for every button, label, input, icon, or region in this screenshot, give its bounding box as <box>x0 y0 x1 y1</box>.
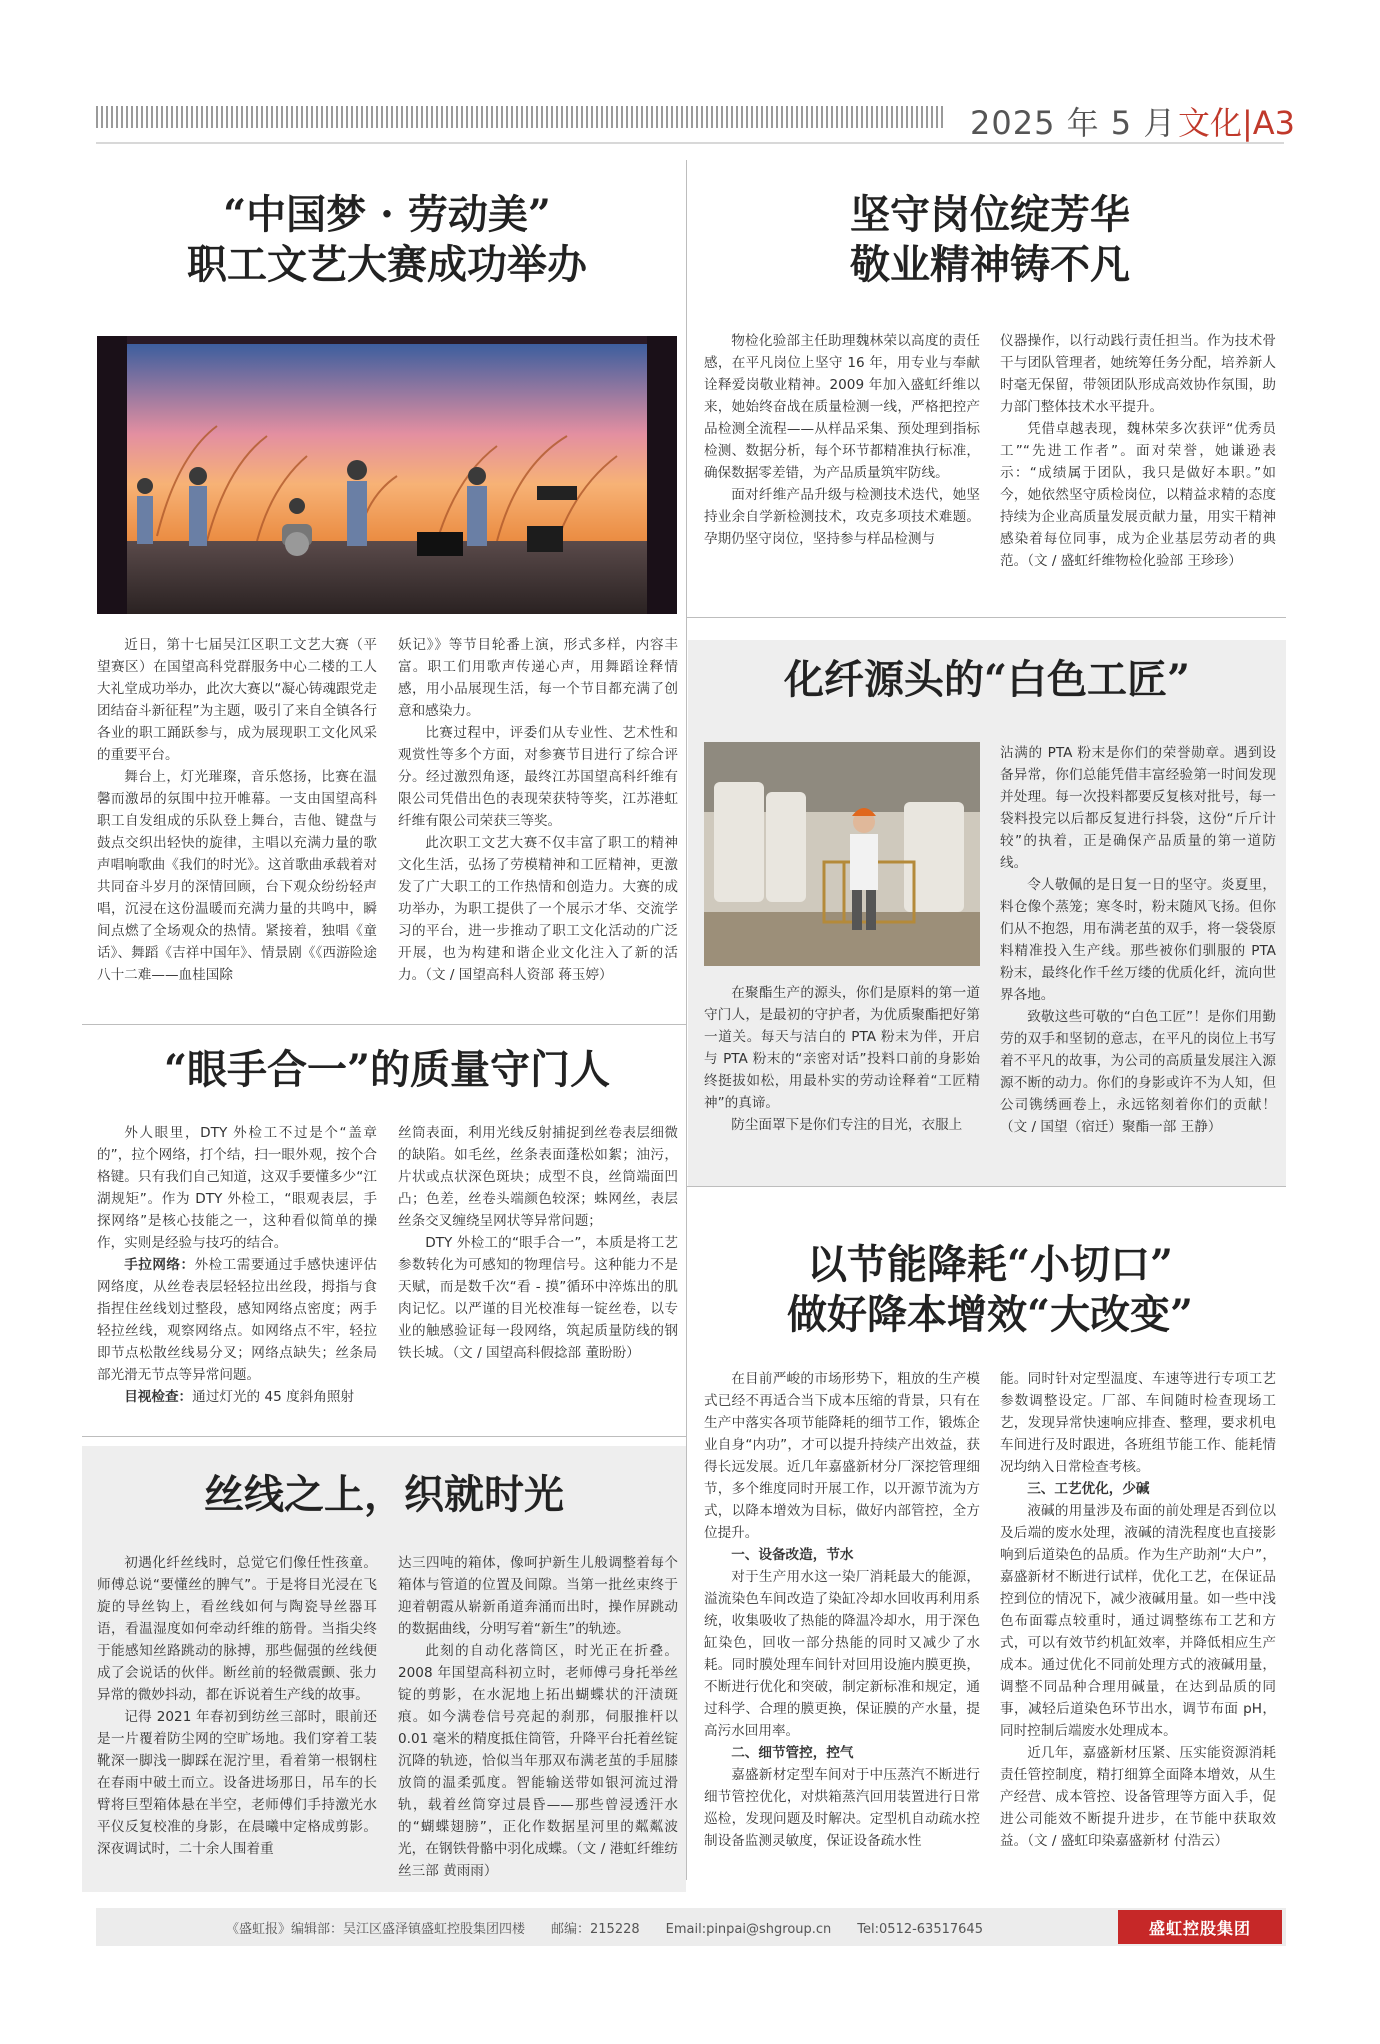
subheading-hand-pull: 手拉网络： <box>124 1257 195 1273</box>
paragraph: 物检化验部主任助理魏林荣以高度的责任感，在平凡岗位上坚守 16 年，用专业与奉献诠释爱岗敬业精神。2009 年加入盛虹纤维以来，她始终奋战在质量检测一线，严格把控产品检测全流程——从样品采集、预处理到指标检测、数据分析，每个环节都精准执行标准，确保数据零差错，为产品质量筑牢防线。 <box>704 333 980 481</box>
pta-worker-photo <box>704 742 980 966</box>
paragraph: 液碱的用量涉及布面的前处理是否到位以及后端的废水处理，液碱的清洗程度也直接影响到后道染色的品质。作为生产助剂“大户”，嘉盛新材不断进行试样，优化工艺，在保证品控到位的情况下，减少液碱用量。如一些中浅色布面霉点较重时，通过调整练布工艺和方式，可以有效节约机缸效率，并降低相应生产成本。通过优化不同前处理方式的液碱用量，调整不同品种合理用碱量，在达到品质的同事，减轻后道染色环节出水，调节布面 pH，同时控制后端废水处理成本。 <box>1000 1503 1276 1739</box>
subheading-visual-check: 目视检查： <box>124 1389 193 1405</box>
subheading-detail-control: 二、细节管控，控气 <box>731 1745 854 1761</box>
paragraph-text: 外人眼里，DTY 外检工不过是个“盖章的”，拉个网络，打个结，扫一眼外观，按个合格键。只有我们自己知道，这双手要懂多少“江湖规矩”。作为 DTY 外检工，“眼观表层，手探网络”是核心技能之一，这种看似简单的操作，实则是经验与技巧的结合。 <box>97 1125 377 1251</box>
article3-col1 <box>704 982 980 1136</box>
article1-title <box>97 190 677 290</box>
article3-col2 <box>1000 742 1276 1138</box>
article1-col1 <box>97 634 377 986</box>
paragraph: 令人敬佩的是日复一日的坚守。炎夏里，料仓像个蒸笼；寒冬时，粉末随风飞扬。但你们从不抱怨，用布满老茧的双手，将一袋袋原料精准投入生产线。那些被你们驯服的 PTA 粉末，最终化作千丝万缕的优质化纤，流向世界各地。 <box>1000 877 1276 1003</box>
paragraph: 能。同时针对定型温度、车速等进行专项工艺参数调整设定。厂部、车间随时检查现场工艺，发现异常快速响应排查、整理，要求机电车间进行及时跟进，各班组节能工作、能耗情况均纳入日常检查考核。 <box>1000 1371 1276 1475</box>
paragraph: 舞台上，灯光璀璨，音乐悠扬，比赛在温馨而激昂的氛围中拉开帷幕。一支由国望高科职工自发组成的乐队登上舞台，吉他、键盘与鼓点交织出轻快的旋律，主唱以充满力量的歌声唱响歌曲《我们的时光》。这首歌曲承载着对共同奋斗岁月的深情回顾，台下观众纷纷轻声唱，沉浸在这份温暖而充满力量的共鸣中，瞬间点燃了全场观众的热情。紧接着，独唱《童话》、舞蹈《吉祥中国年》、情景剧《《西游险途八十二难——血桂国除 <box>97 769 377 983</box>
article2-title <box>700 190 1280 290</box>
article1-title-line1: “中国梦 · 劳动美” <box>223 191 551 238</box>
article1-col2 <box>398 634 678 986</box>
paragraph: 在目前严峻的市场形势下，粗放的生产模式已经不再适合当下成本压缩的背景，只有在生产中落实各项节能降耗的细节工作，锻炼企业自身“内功”，才可以提升持续产出效益，获得长远发展。近几年嘉盛新材分厂深挖管理细节，多个维度同时开展工作，以开源节流为方式，以降本增效为目标，做好内部管控，全方位提升。 <box>704 1371 980 1541</box>
header-rule-pattern <box>96 106 946 128</box>
article2-title-line1: 坚守岗位绽芳华 <box>850 191 1130 238</box>
footer-contact: 《盛虹报》编辑部：吴江区盛泽镇盛虹控股集团四楼 邮编：215228 Email:pinpai@shgroup.cn Tel:0512-63517645 <box>226 1922 983 1937</box>
divider-after-article1 <box>82 1024 686 1025</box>
center-column-divider <box>686 160 687 1880</box>
paragraph: 此刻的自动化落筒区，时光正在折叠。2008 年国望高科初立时，老师傅弓身托举丝锭的剪影，在水泥地上拓出蝴蝶状的汗渍斑痕。如今满卷信号亮起的刹那，伺服推杆以 0.01 毫米的精度抵住筒管，升降平台托着丝锭沉降的轨迹，恰似当年那双布满老茧的手屈膝放筒的温柔弧度。智能输送带如银河流过滑轨，载着丝筒穿过晨昏——那些曾浸透汗水的“蝴蝶翅膀”，正化作数据星河里的粼粼波光，在钢铁骨骼中羽化成蝶。（文 / 港虹纤维纺丝三部 黄雨雨） <box>398 1643 678 1879</box>
article4-col2 <box>398 1122 678 1364</box>
divider-after-article3 <box>686 1186 1286 1187</box>
article5-title-line2: 做好降本增效“大改变” <box>786 1291 1193 1338</box>
paragraph: 此次职工文艺大赛不仅丰富了职工的精神文化生活，弘扬了劳模精神和工匠精神，更激发了广大职工的工作热情和创造力。大赛的成功举办，为职工提供了一个展示才华、交流学习的平台，进一步推动了职工文化活动的广泛开展，也为构建和谐企业文化注入了新的活力。（文 / 国望高科人资部 蒋玉婷） <box>398 835 678 983</box>
paragraph: DTY 外检工的“眼手合一”，本质是将工艺参数转化为可感知的物理信号。这种能力不是天赋，而是数千次“看 - 摸”循环中淬炼出的肌肉记忆。以严谨的目光校准每一锭丝卷，以专业的触感验证每一段网络，筑起质量防线的钢铁长城。（文 / 国望高科假捻部 董盼盼） <box>398 1235 678 1361</box>
article2-col2 <box>1000 330 1276 572</box>
logo-text: 盛虹控股集团 <box>1148 1918 1251 1938</box>
header-divider <box>96 142 1284 144</box>
paragraph <box>97 1386 377 1408</box>
paragraph: 防尘面罩下是你们专注的目光，衣服上 <box>731 1117 963 1133</box>
paragraph: 比赛过程中，评委们从专业性、艺术性和观赏性等多个方面，对参赛节目进行了综合评分。经过激烈角逐，最终江苏国望高科纤维有限公司凭借出色的表现荣获特等奖，江苏港虹纤维有限公司荣获三等奖。 <box>398 725 678 829</box>
paragraph: 近几年，嘉盛新材压紧、压实能资源消耗责任管控制度，精打细算全面降本增效，从生产经营、成本管控、设备管理等方面入手，促进公司能效不断提升进步，在节能中获取效益。（文 / 盛虹印染嘉盛新材 付浩云） <box>1000 1745 1276 1849</box>
paragraph: 初遇化纤丝线时，总觉它们像任性孩童。师傅总说“要懂丝的脾气”。于是将目光浸在飞旋的导丝钩上，看丝线如何与陶瓷导丝器耳语，看温湿度如何牵动纤维的筋骨。当指尖终于能感知丝路跳动的脉搏，那些倔强的丝线便成了会说话的伙伴。断丝前的轻微震颤、张力异常的微妙抖动，都在诉说着生产线的故事。 <box>97 1555 377 1703</box>
article3-title: 化纤源头的“白色工匠” <box>783 656 1190 703</box>
article5-col1 <box>704 1368 980 1852</box>
paragraph: 致敬这些可敬的“白色工匠”！是你们用勤劳的双手和坚韧的意志，在平凡的岗位上书写着不平凡的故事，为公司的高质量发展注入源源不断的动力。你们的身影或许不为人知，但公司镌绣画卷上，永远铭刻着你们的贡献！（文 / 国望（宿迁）聚酯一部 王静） <box>1000 1009 1276 1135</box>
article6-col2 <box>398 1552 678 1882</box>
subheading-equipment: 一、设备改造，节水 <box>731 1547 854 1563</box>
paragraph <box>97 1122 377 1254</box>
paragraph-text: 外检工需要通过手感快速评估网络度，从丝卷表层轻轻拉出丝段，拇指与食指捏住丝线划过整段，感知网络点密度；两手轻拉丝线，观察网络点。如网络点不牢，轻拉即节点松散丝线易分叉；网络点缺失；丝条局部光滑无节点等异常问题。 <box>97 1257 377 1383</box>
band-performance-photo <box>97 336 677 614</box>
article5-col2 <box>1000 1368 1276 1852</box>
paragraph: 记得 2021 年春初到纺丝三部时，眼前还是一片覆着防尘网的空旷场地。我们穿着工装靴深一脚浅一脚踩在泥泞里，看着第一根钢柱在春雨中破土而立。设备进场那日，吊车的长臂将巨型箱体悬在半空，老师傅们手持激光水平仪反复校准的身影，在晨曦中定格成剪影。深夜调试时，二十余人围着重 <box>97 1709 377 1857</box>
section-label: 文化|A3 <box>1178 104 1296 142</box>
paragraph: 丝筒表面，利用光线反射捕捉到丝卷表层细微的缺陷。如毛丝，丝条表面蓬松如絮；油污，片状或点状深色斑块；成型不良，丝筒端面凹凸；色差，丝卷头端颜色较深；蛛网丝，表层丝条交叉缠绕呈网状等异常问题； <box>398 1125 678 1229</box>
paragraph: 嘉盛新材定型车间对于中压蒸汽不断进行细节管控优化，对烘箱蒸汽回用装置进行日常巡检，发现问题及时解决。定型机自动疏水控制设备监测灵敏度，保证设备疏水性 <box>704 1767 980 1849</box>
article4-col1 <box>97 1122 377 1408</box>
paragraph: 对于生产用水这一染厂消耗最大的能源，溢流染色车间改造了染缸冷却水回收再利用系统，收集吸收了热能的降温冷却水，用于深色缸染色，回收一部分热能的同时又减少了水耗。同时膜处理车间针对回用设施内膜更换，不断进行优化和突破，制定新标准和规定，通过科学、合理的膜更换，保证膜的产水量，提高污水回用率。 <box>704 1569 980 1739</box>
paragraph: 凭借卓越表现，魏林荣多次获评“优秀员工”“先进工作者”。面对荣誉，她谦逊表示：“成绩属于团队，我只是做好本职。”如今，她依然坚守质检岗位，以精益求精的态度持续为企业高质量发展贡献力量，用实干精神感染着每位同事，成为企业基层劳动者的典范。（文 / 盛虹纤维物检化验部 王珍珍） <box>1000 421 1276 569</box>
article2-title-line2: 敬业精神铸不凡 <box>850 241 1130 288</box>
article1-title-line2: 职工文艺大赛成功举办 <box>187 241 587 288</box>
paragraph: 在聚酯生产的源头，你们是原料的第一道守门人，是最初的守护者，为优质聚酯把好第一道关。每天与洁白的 PTA 粉末为伴，开启与 PTA 粉末的“亲密对话”投料口前的身影始终挺拔如松，用最朴实的劳动诠释着“工匠精神”的真谛。 <box>704 985 980 1111</box>
article2-col1 <box>704 330 980 550</box>
subheading-process-optimization: 三、工艺优化，少碱 <box>1027 1481 1150 1497</box>
paragraph: 妖记》》等节目轮番上演，形式多样，内容丰富。职工们用歌声传递心声，用舞蹈诠释情感，用小品展现生活，每一个节目都充满了创意和感染力。 <box>398 637 678 719</box>
divider-after-article2 <box>686 617 1286 618</box>
paragraph: 沾满的 PTA 粉末是你们的荣誉勋章。遇到设备异常，你们总能凭借丰富经验第一时间发现并处理。每一次投料都要反复核对批号，每一袋料投完以后都反复进行抖袋，这份“斤斤计较”的执着，正是确保产品质量的第一道防线。 <box>1000 745 1276 871</box>
issue-date: 2025 年 5 月 <box>970 104 1177 142</box>
paragraph: 仪器操作，以行动践行责任担当。作为技术骨干与团队管理者，她统筹任务分配，培养新人时毫无保留，带领团队形成高效协作氛围，助力部门整体技术水平提升。 <box>1000 333 1276 415</box>
paragraph <box>97 1254 377 1386</box>
article6-col1 <box>97 1552 377 1860</box>
paragraph-text: 通过灯光的 45 度斜角照射 <box>192 1389 355 1405</box>
article5-title <box>700 1240 1280 1340</box>
company-logo <box>1118 1910 1282 1944</box>
article6-title: 丝线之上，织就时光 <box>204 1471 564 1518</box>
paragraph: 面对纤维产品升级与检测技术迭代，她坚持业余自学新检测技术，攻克多项技术难题。孕期仍坚守岗位，坚持参与样品检测与 <box>704 487 980 547</box>
divider-after-article4 <box>82 1436 686 1437</box>
article4-title: “眼手合一”的质量守门人 <box>163 1046 610 1093</box>
paragraph: 近日，第十七届吴江区职工文艺大赛（平望赛区）在国望高科党群服务中心二楼的工人大礼堂成功举办，此次大赛以“凝心铸魂跟党走 团结奋斗新征程”为主题，吸引了来自全镇各行各业的职工踊跃参与，成为展现职工文化风采的重要平台。 <box>97 637 377 763</box>
paragraph: 达三四吨的箱体，像呵护新生儿般调整着每个箱体与管道的位置及间隙。当第一批丝束终于迎着朝霞从崭新甬道奔涌而出时，操作屏跳动的数据曲线，分明写着“新生”的轨迹。 <box>398 1555 678 1637</box>
article5-title-line1: 以节能降耗“小切口” <box>806 1241 1173 1288</box>
